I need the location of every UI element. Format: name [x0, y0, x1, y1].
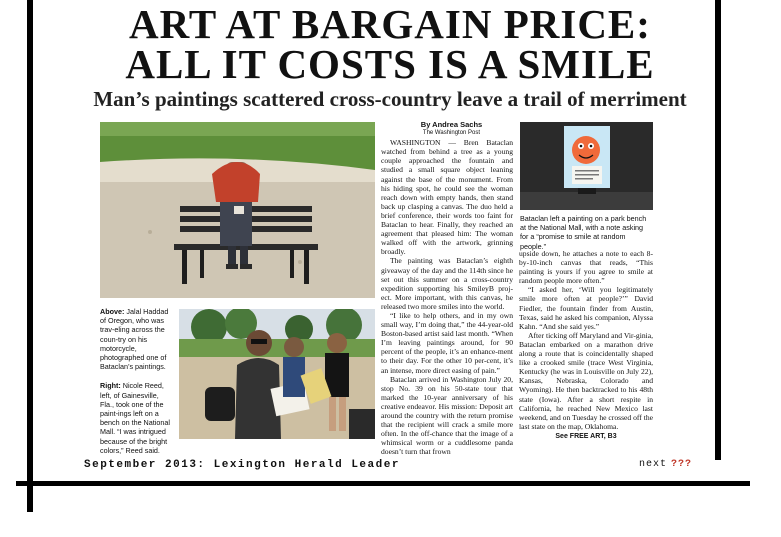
photo-painting-note-image [520, 122, 653, 210]
article-column-1 [381, 120, 513, 456]
next-button[interactable] [639, 459, 692, 470]
byline-author: By Andrea Sachs [420, 120, 483, 129]
headline-line1: ART AT BARGAIN PRICE: [129, 1, 651, 47]
article-paragraph: The painting was Bataclan’s eighth giveaway of the day and the 114th since he set out this summer on a cross-country expedition supporting his SmileyB proj-ect. More important, with this canvas, he released two more smiles into the world. [381, 256, 513, 311]
article-paragraph: After ticking off Maryland and Vir-ginia, Bataclan embarked on a marathon drive along a route that is coincidentally shaped like a crooked smile (trace West Virginia, Kentucky (he was in Louisville on July 22), Kansas, Nebraska, Colorado and Wyoming). He then backtracked to his 48th state (Iowa). After a short respite in California, he reached New Mexico last weekend, and on Tuesday he crossed off the last state on the map, Oklahoma. [519, 330, 653, 431]
next-arrows: ??? [671, 459, 693, 470]
article-paragraph: “I asked her, ‘Will you legitimately smile more often at people?’” David Fiedler, the fountain finder from Austin, Texas, said he asked his companion, Alyssa Kahn. “And she said yes.” [519, 285, 653, 331]
photo-women-painting-image [179, 309, 375, 439]
caption-right-top: Bataclan left a painting on a park bench at the National Mall, with a note asking for a “promise to smile at random people.” [520, 214, 647, 251]
byline-source: The Washington Post [422, 130, 481, 137]
frame-bottom-line [16, 481, 750, 486]
caption-above: Above: Jalal Haddad of Oregon, who was trav-eling across the coun-try on his motorcycle, photographed one of Bataclan’s paintings. [100, 307, 169, 372]
next-label: next [639, 459, 668, 470]
continued-line: See FREE ART, B3 [555, 433, 617, 440]
photo-women-painting [179, 309, 375, 439]
article-column-2 [519, 249, 653, 431]
caption-left [100, 307, 174, 455]
frame-left-line [27, 0, 33, 512]
photo-painting-note [520, 122, 653, 210]
headline-line2: ALL IT COSTS IS A SMILE [125, 41, 655, 87]
subheadline: Man’s paintings scattered cross-country leave a trail of merriment [93, 87, 687, 111]
footer-date-source: September 2013: Lexington Herald Leader [84, 459, 400, 471]
article-paragraph: Bataclan arrived in Washington July 20, stop No. 39 on his 50-state tour that marked the 10-year anniversary of his creative endeavor. His mission: Deposit art around the country with the return promise that the recipient will crack a smile more often. In the off-chance that the image of a whimsical worm or a cuddlesome panda doesn’t turn that frown [381, 374, 513, 457]
article-paragraph: upside down, he attaches a note to each 8-by-10-inch canvas that reads, “This painting is yours if you agree to smile at random people more often.” [519, 249, 653, 286]
photo-man-bench [100, 122, 375, 298]
article-paragraph: “I like to help others, and in my own small way, I’m doing that,” the 44-year-old Boston-based artist said last month. “When I’m leaving paintings around, for 90 percent of the people, it’s an enhance-ment to their day. For the other 10 per-cent, it’s an intense, more direct easing of pain.” [381, 310, 513, 375]
article-paragraph: WASHINGTON — Bren Bataclan watched from behind a tree as a young couple approached the fountain and studied a small square object leaning against the base of the monument. From his hiding spot, he could see the woman reach down with empty hands, then stand back up clasping a canvas. The duo held a brief conference, their words too faint for Bataclan to hear. Finally, they reached an agreement that pleased him: The woman walked off with the artwork, grinning broadly. [381, 138, 513, 257]
caption-right: Right: Nicole Reed, left, of Gainesville, Fla., took one of the paint-ings left on a bench on the National Mall. “I was intrigued because of the bright colors,” Reed said. [100, 381, 170, 455]
photo-man-bench-image [100, 122, 375, 298]
